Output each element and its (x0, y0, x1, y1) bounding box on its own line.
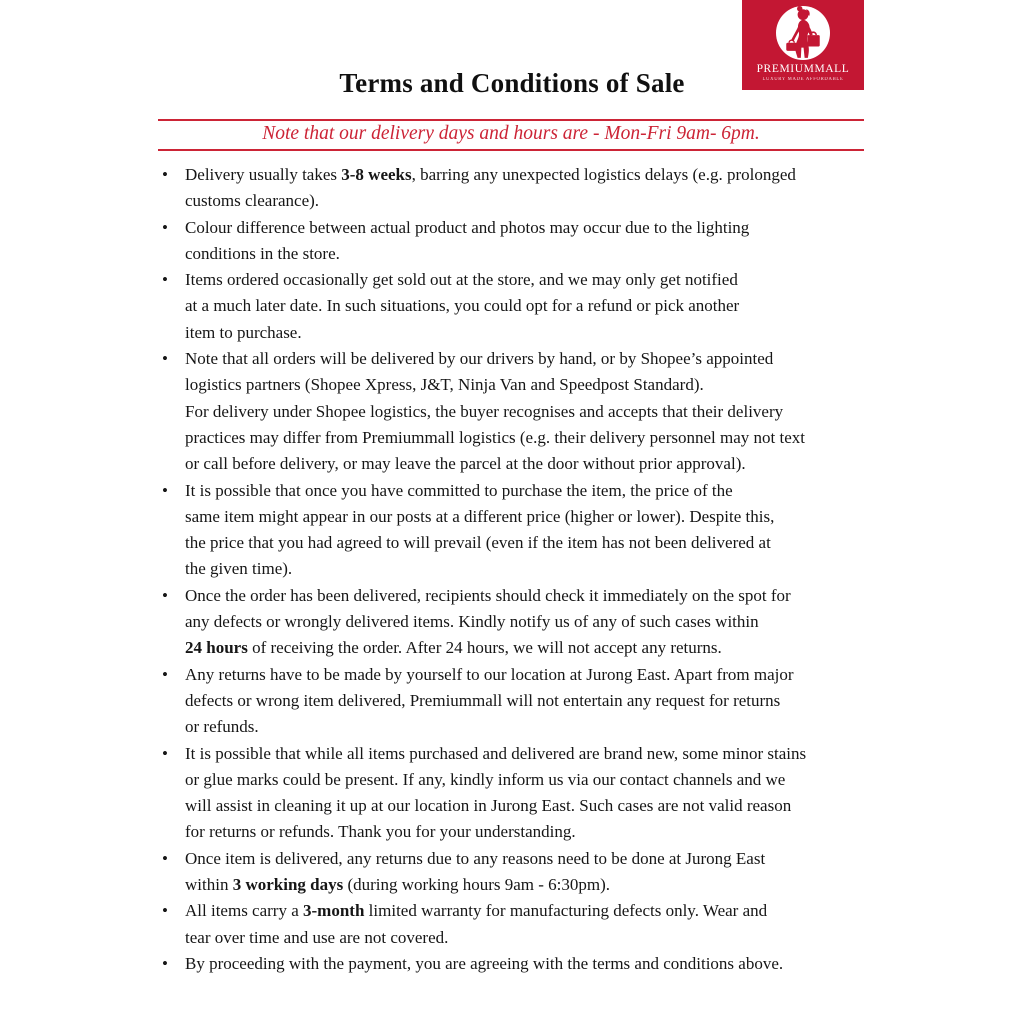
term-line: item to purchase. (185, 322, 302, 342)
bullet-marker: • (162, 480, 168, 500)
bullet-marker: • (162, 664, 168, 684)
term-line: or refunds. (185, 717, 259, 737)
term-item (158, 846, 898, 899)
term-line: the given time). (185, 559, 293, 579)
bullet-marker: • (162, 217, 168, 237)
bullet-marker: • (162, 270, 168, 290)
delivery-note-text: Note that our delivery days and hours are - Mon-Fri 9am- 6pm. (262, 123, 760, 144)
term-line: same item might appear in our posts at a different price (higher or lower). Despite this, (185, 506, 775, 526)
term-item (158, 898, 898, 951)
term-line: It is possible that while all items purchased and delivered are brand new, some minor stains (185, 743, 807, 763)
bullet-marker: • (162, 848, 168, 868)
term-line: defects or wrong item delivered, Premiummall will not entertain any request for returns (185, 690, 781, 710)
term-line: or glue marks could be present. If any, kindly inform us via our contact channels and we (185, 769, 786, 789)
term-line: will assist in cleaning it up at our location in Jurong East. Such cases are not valid reason (185, 796, 792, 816)
term-line: It is possible that once you have committed to purchase the item, the price of the (185, 480, 733, 500)
bullet-marker: • (162, 953, 168, 973)
term-line: By proceeding with the payment, you are agreeing with the terms and conditions above. (185, 953, 784, 973)
bullet-marker: • (162, 165, 168, 184)
term-line: 24 hours of receiving the order. After 24 hours, we will not accept any returns. (185, 638, 722, 658)
term-line: or call before delivery, or may leave the parcel at the door without prior approval). (185, 454, 746, 474)
term-line: Colour difference between actual product and photos may occur due to the lighting (185, 217, 750, 237)
logo-brand-text: PREMIUMMALL (756, 63, 850, 75)
term-line: Any returns have to be made by yourself to our location at Jurong East. Apart from major (185, 664, 794, 684)
term-line: Delivery usually takes 3-8 weeks, barring any unexpected logistics delays (e.g. prolonged (185, 165, 796, 184)
term-line: conditions in the store. (185, 243, 340, 263)
term-item (158, 346, 898, 477)
logo-tagline-text: LUXURY MADE AFFORDABLE (762, 77, 844, 82)
term-line: for returns or refunds. Thank you for your understanding. (185, 822, 576, 842)
term-line: within 3 working days (during working hours 9am - 6:30pm). (185, 875, 611, 895)
term-line: logistics partners (Shopee Xpress, J&T, Ninja Van and Speedpost Standard). (185, 375, 704, 395)
bullet-marker: • (162, 901, 168, 921)
woman-with-shopping-bags-icon (776, 6, 830, 60)
term-line: tear over time and use are not covered. (185, 927, 449, 947)
logo-circle (776, 6, 830, 60)
term-line: at a much later date. In such situations, you could opt for a refund or pick another (185, 296, 740, 316)
bullet-marker: • (162, 585, 168, 605)
term-line: any defects or wrongly delivered items. Kindly notify us of any of such cases within (185, 612, 759, 632)
delivery-note-band (158, 119, 864, 151)
term-line: All items carry a 3-month limited warranty for manufacturing defects only. Wear and (185, 901, 768, 921)
term-line: the price that you had agreed to will prevail (even if the item has not been delivered at (185, 533, 771, 553)
terms-list (158, 162, 898, 977)
term-line: For delivery under Shopee logistics, the buyer recognises and accepts that their delivery (185, 401, 784, 421)
term-line: Note that all orders will be delivered by our drivers by hand, or by Shopee’s appointed (185, 349, 774, 369)
term-item (158, 741, 898, 846)
term-item (158, 162, 898, 215)
term-item (158, 583, 898, 662)
term-line: Once item is delivered, any returns due to any reasons need to be done at Jurong East (185, 848, 766, 868)
term-line: Once the order has been delivered, recipients should check it immediately on the spot for (185, 585, 791, 605)
page-title: Terms and Conditions of Sale (339, 68, 685, 98)
bullet-marker: • (162, 349, 168, 369)
term-line: practices may differ from Premiummall logistics (e.g. their delivery personnel may not text (185, 427, 806, 447)
bullet-marker: • (162, 743, 168, 763)
term-item (158, 267, 898, 346)
term-line: customs clearance). (185, 191, 320, 211)
term-item (158, 478, 898, 583)
term-item (158, 951, 898, 977)
term-item (158, 215, 898, 268)
term-line: Items ordered occasionally get sold out at the store, and we may only get notified (185, 270, 738, 290)
term-item (158, 662, 898, 741)
